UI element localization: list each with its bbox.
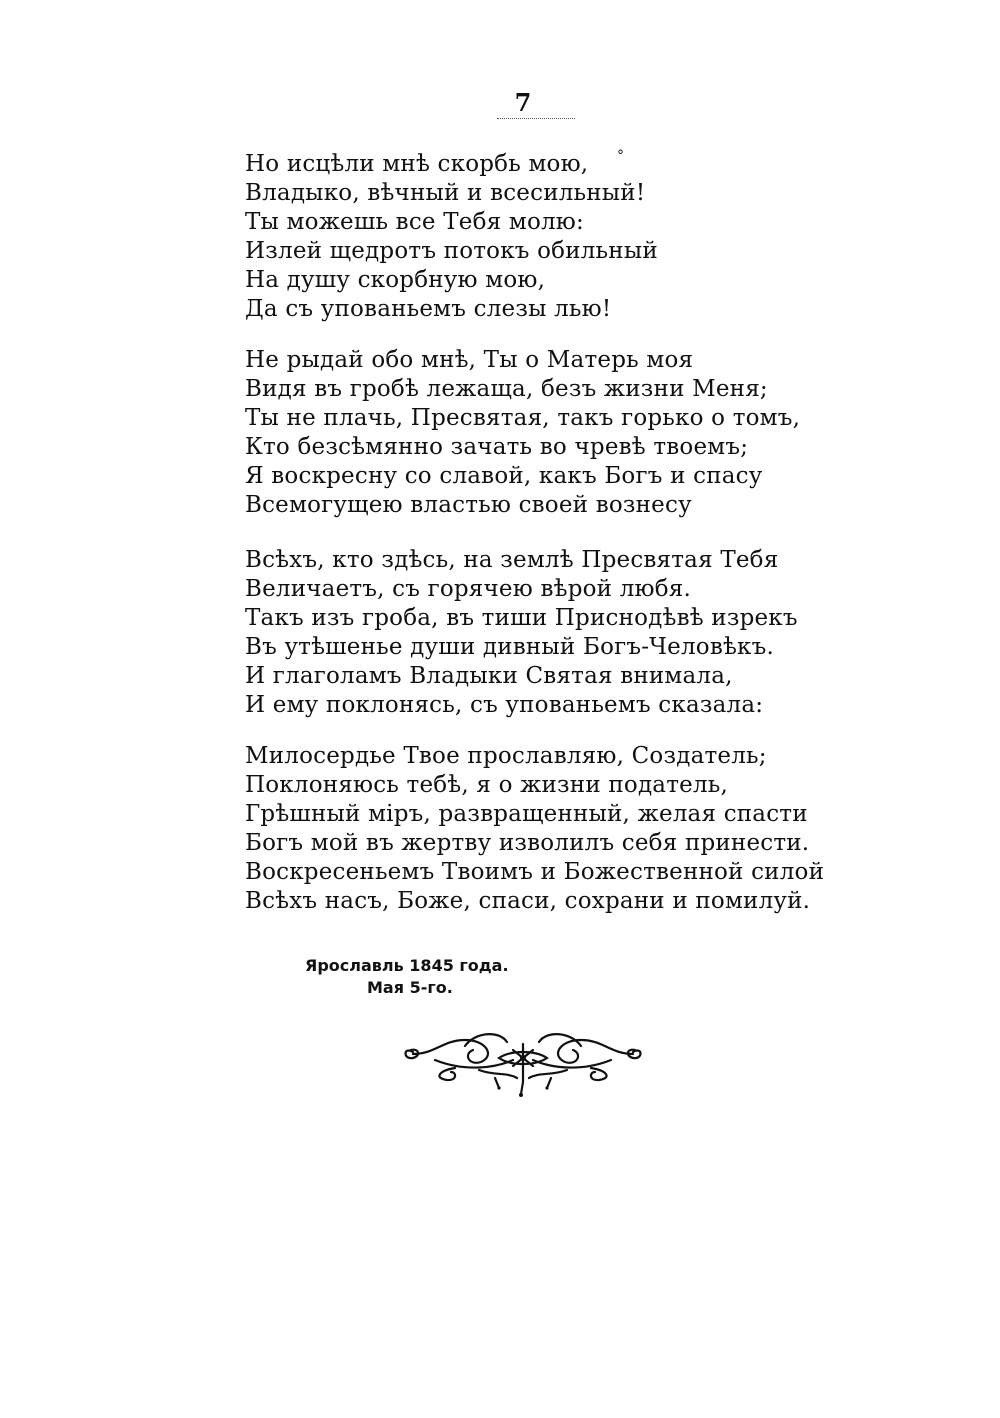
- poem-line: Величаетъ, съ горячею вѣрой любя.: [245, 576, 692, 602]
- poem-line: На душу скорбную мою,: [245, 267, 546, 293]
- poem-line: Богъ мой въ жертву изволилъ себя принести.: [245, 830, 810, 856]
- poem-line: Всѣхъ насъ, Боже, спаси, сохрани и помилуй.: [245, 888, 811, 914]
- poem-stanza-3: [245, 546, 798, 720]
- page-number-rule: [497, 118, 575, 119]
- poem-line: Воскресеньемъ Твоимъ и Божественной силой: [245, 859, 825, 885]
- poem-line: Въ утѣшенье души дивный Богъ-Человѣкъ.: [245, 634, 774, 660]
- poem-line: Ты можешь все Тебя молю:: [245, 209, 584, 235]
- poem-stanza-2: [245, 346, 800, 520]
- poem-line: Да съ упованьемъ слезы лью!: [245, 296, 612, 322]
- poem-line: Такъ изъ гроба, въ тиши Приснодѣвѣ изрекъ: [245, 605, 798, 631]
- poem-line: Излей щедротъ потокъ обильный: [245, 238, 658, 264]
- poem-line: И ему поклонясь, съ упованьемъ сказала:: [245, 692, 764, 718]
- poem-line: Владыко, вѣчный и всесильный!: [245, 180, 646, 206]
- poem-line: Ты не плачь, Пресвятая, такъ горько о томъ,: [245, 405, 801, 431]
- poem-line: Милосердье Твое прославляю, Создатель;: [245, 743, 767, 769]
- poem-line: Поклоняюсь тебѣ, я о жизни податель,: [245, 772, 729, 798]
- poem-line: Видя въ гробѣ лежаща, безъ жизни Меня;: [245, 376, 768, 402]
- poem-stanza-1: [245, 150, 658, 324]
- poem-stanza-4: [245, 742, 824, 916]
- page-number: 7: [514, 88, 532, 117]
- signature-place-date: Ярославль 1845 года.: [305, 956, 509, 975]
- printing-speck: °: [617, 148, 624, 164]
- poem-line: Не рыдай обо мнѣ, Ты о Матерь моя: [245, 347, 694, 373]
- poem-line: Но исцѣли мнѣ скорбь мою,: [245, 151, 589, 177]
- poem-line: Всѣхъ, кто здѣсь, на землѣ Пресвятая Тебя: [245, 547, 779, 573]
- ornament-flourish-icon: [395, 1020, 651, 1100]
- signature-day: Мая 5-го.: [367, 978, 453, 997]
- poem-line: Грѣшный міръ, развращенный, желая спасти: [245, 801, 808, 827]
- poem-line: Я воскресну со славой, какъ Богъ и спасу: [245, 463, 763, 489]
- poem-line: Всемогущею властью своей вознесу: [245, 492, 692, 518]
- signature-block: [305, 955, 509, 999]
- poem-line: И глаголамъ Владыки Святая внимала,: [245, 663, 733, 689]
- poem-line: Кто безсѣмянно зачать во чревѣ твоемъ;: [245, 434, 749, 460]
